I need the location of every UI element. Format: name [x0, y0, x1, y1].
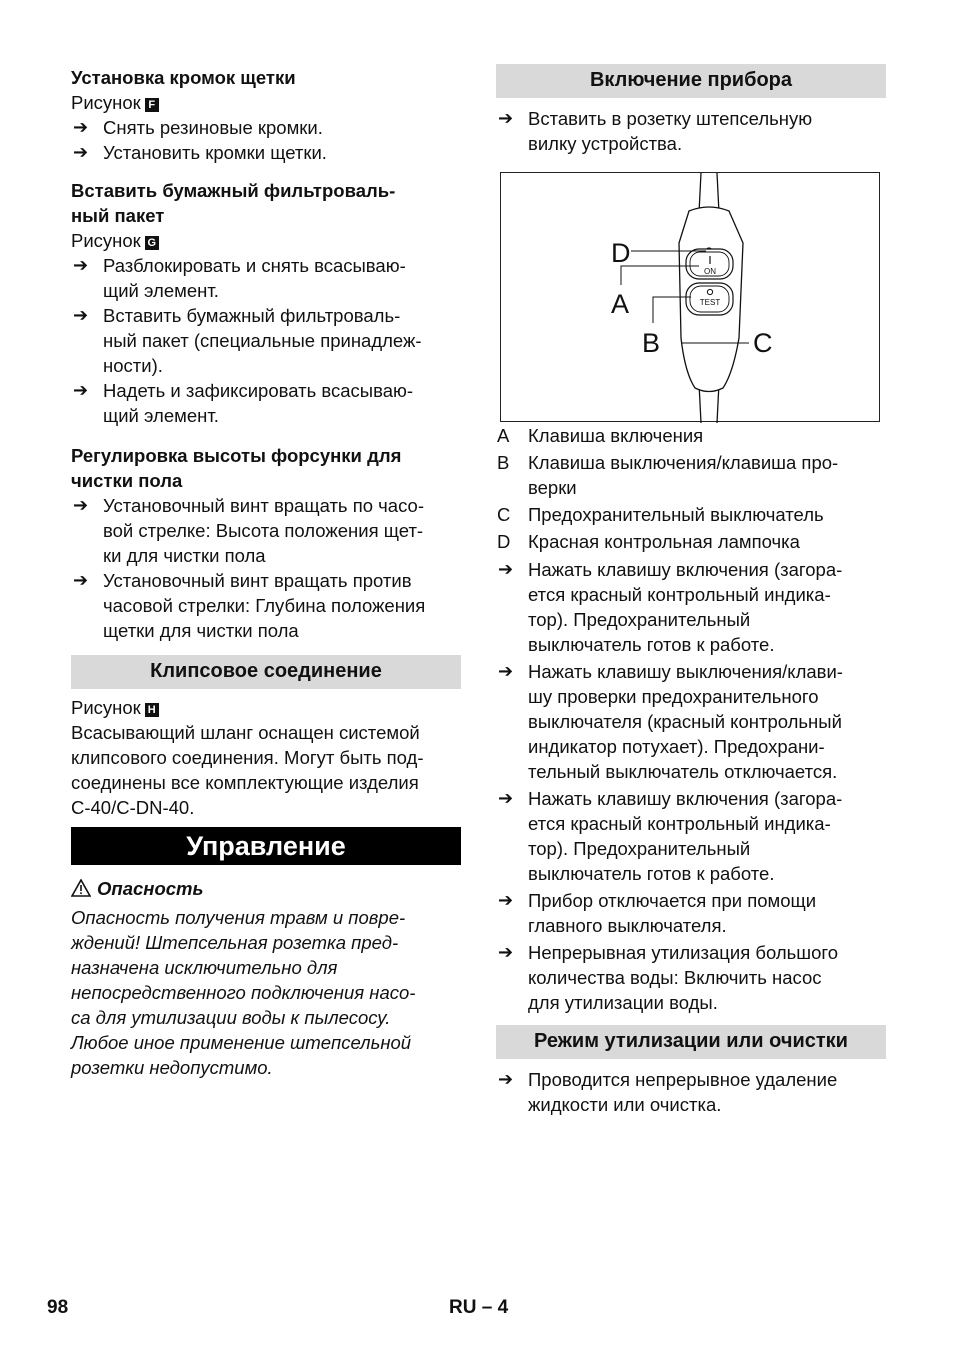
arrow-icon: ➔	[498, 108, 514, 128]
list-item: ➔ Проводится непрерывное удаление жидкости или очистка.	[498, 1069, 838, 1115]
arrow-icon: ➔	[73, 495, 89, 515]
section-header-switch-on: Включение прибора	[496, 64, 886, 98]
list-item: ➔ Разблокировать и снять всасываю- щий элемент.	[73, 255, 406, 301]
section-brush-edges	[71, 65, 461, 165]
arrow-icon: ➔	[73, 117, 89, 137]
section-nozzle-height	[71, 443, 461, 643]
section-clip-connection	[71, 695, 461, 820]
list-item: ➔ Непрерывная утилизация большого количества воды: Включить насос для утилизации воды.	[498, 942, 839, 1013]
arrow-icon: ➔	[498, 1069, 514, 1089]
figure-reference: Рисунок H	[71, 695, 461, 720]
warning-triangle-icon	[71, 879, 91, 897]
list-item: ➔ Нажать клавишу выключения/клави- шу проверки предохранительного выключателя (красный контрольный индикатор потухает). Предохрани- тельный выключатель отключается.	[498, 661, 843, 782]
chapter-header-control: Управление	[71, 827, 461, 865]
page-number: 98	[47, 1297, 69, 1318]
arrow-icon: ➔	[498, 890, 514, 910]
figure-safety-switch	[500, 172, 880, 422]
section-title: Вставить бумажный фильтроваль- ный пакет	[71, 180, 396, 226]
figure-reference: Рисунок G	[71, 228, 461, 253]
section-filter-bag	[71, 178, 461, 428]
legend-item: D Красная контрольная лампочка	[497, 531, 800, 552]
list-item: ➔ Вставить бумажный фильтроваль- ный пакет (специальные принадлеж- ности).	[73, 305, 422, 376]
paragraph: Всасывающий шланг оснащен системой клипсового соединения. Могут быть под- соединены все комплектующие изделия C-40/C-DN-40.	[71, 722, 424, 818]
warning-title: Опасность	[71, 876, 461, 901]
arrow-icon: ➔	[73, 570, 89, 590]
warning-block	[71, 876, 461, 1080]
legend-item: C Предохранительный выключатель	[497, 504, 824, 525]
list-item: ➔ Установочный винт вращать по часо- вой стрелке: Высота положения щет- ки для чистки пола	[73, 495, 424, 566]
list-item: ➔ Установочный винт вращать против часовой стрелки: Глубина положения щетки для чистки пола	[73, 570, 426, 641]
figure-legend	[496, 423, 886, 554]
list-item: ➔ Установить кромки щетки.	[73, 142, 327, 163]
diagram-label-b: B	[642, 328, 661, 358]
list-item: ➔ Прибор отключается при помощи главного выключателя.	[498, 890, 817, 936]
figure-letter-badge: F	[145, 98, 159, 112]
arrow-icon: ➔	[73, 255, 89, 275]
figure-reference: Рисунок F	[71, 90, 461, 115]
diagram-label-a: A	[611, 289, 630, 319]
diagram-label-c: C	[753, 328, 773, 358]
arrow-icon: ➔	[73, 380, 89, 400]
section-header-clip: Клипсовое соединение	[71, 655, 461, 689]
arrow-icon: ➔	[498, 942, 514, 962]
language-page-code: RU – 4	[449, 1297, 509, 1318]
list-item: ➔ Вставить в розетку штепсельную вилку устройства.	[498, 108, 813, 154]
section-header-mode: Режим утилизации или очистки	[496, 1025, 886, 1059]
legend-item: A Клавиша включения	[497, 425, 704, 446]
safety-switch-diagram	[501, 173, 881, 423]
list-item: ➔ Нажать клавишу включения (загора- ется красный контрольный индика- тор). Предохранительный выключатель готов к работе.	[498, 788, 843, 884]
warning-text: Опасность получения травм и повре- ждений! Штепсельная розетка пред- назначена исключительно для непосредственного подключения насо- са для утилизации воды к пылесосу. Любое иное применение штепсельной розетки недопустимо.	[71, 907, 416, 1078]
figure-letter-badge: H	[145, 703, 159, 717]
section-title: Регулировка высоты форсунки для чистки пола	[71, 445, 402, 491]
legend-item: B Клавиша выключения/клавиша про- верки	[497, 452, 839, 498]
figure-letter-badge: G	[145, 236, 159, 250]
arrow-icon: ➔	[498, 788, 514, 808]
arrow-icon: ➔	[73, 142, 89, 162]
arrow-icon: ➔	[73, 305, 89, 325]
arrow-icon: ➔	[498, 559, 514, 579]
section-mode	[496, 1067, 886, 1117]
diagram-label-d: D	[611, 238, 631, 268]
on-button-label: ON	[704, 267, 716, 276]
list-item: ➔ Снять резиновые кромки.	[73, 117, 323, 138]
arrow-icon: ➔	[498, 661, 514, 681]
list-item: ➔ Нажать клавишу включения (загора- ется красный контрольный индика- тор). Предохранительный выключатель готов к работе.	[498, 559, 843, 655]
operation-steps	[496, 557, 886, 1015]
test-button-label: TEST	[699, 298, 721, 307]
list-item: ➔ Надеть и зафиксировать всасываю- щий элемент.	[73, 380, 414, 426]
section-switch-on	[496, 106, 886, 156]
section-title: Установка кромок щетки	[71, 67, 296, 88]
